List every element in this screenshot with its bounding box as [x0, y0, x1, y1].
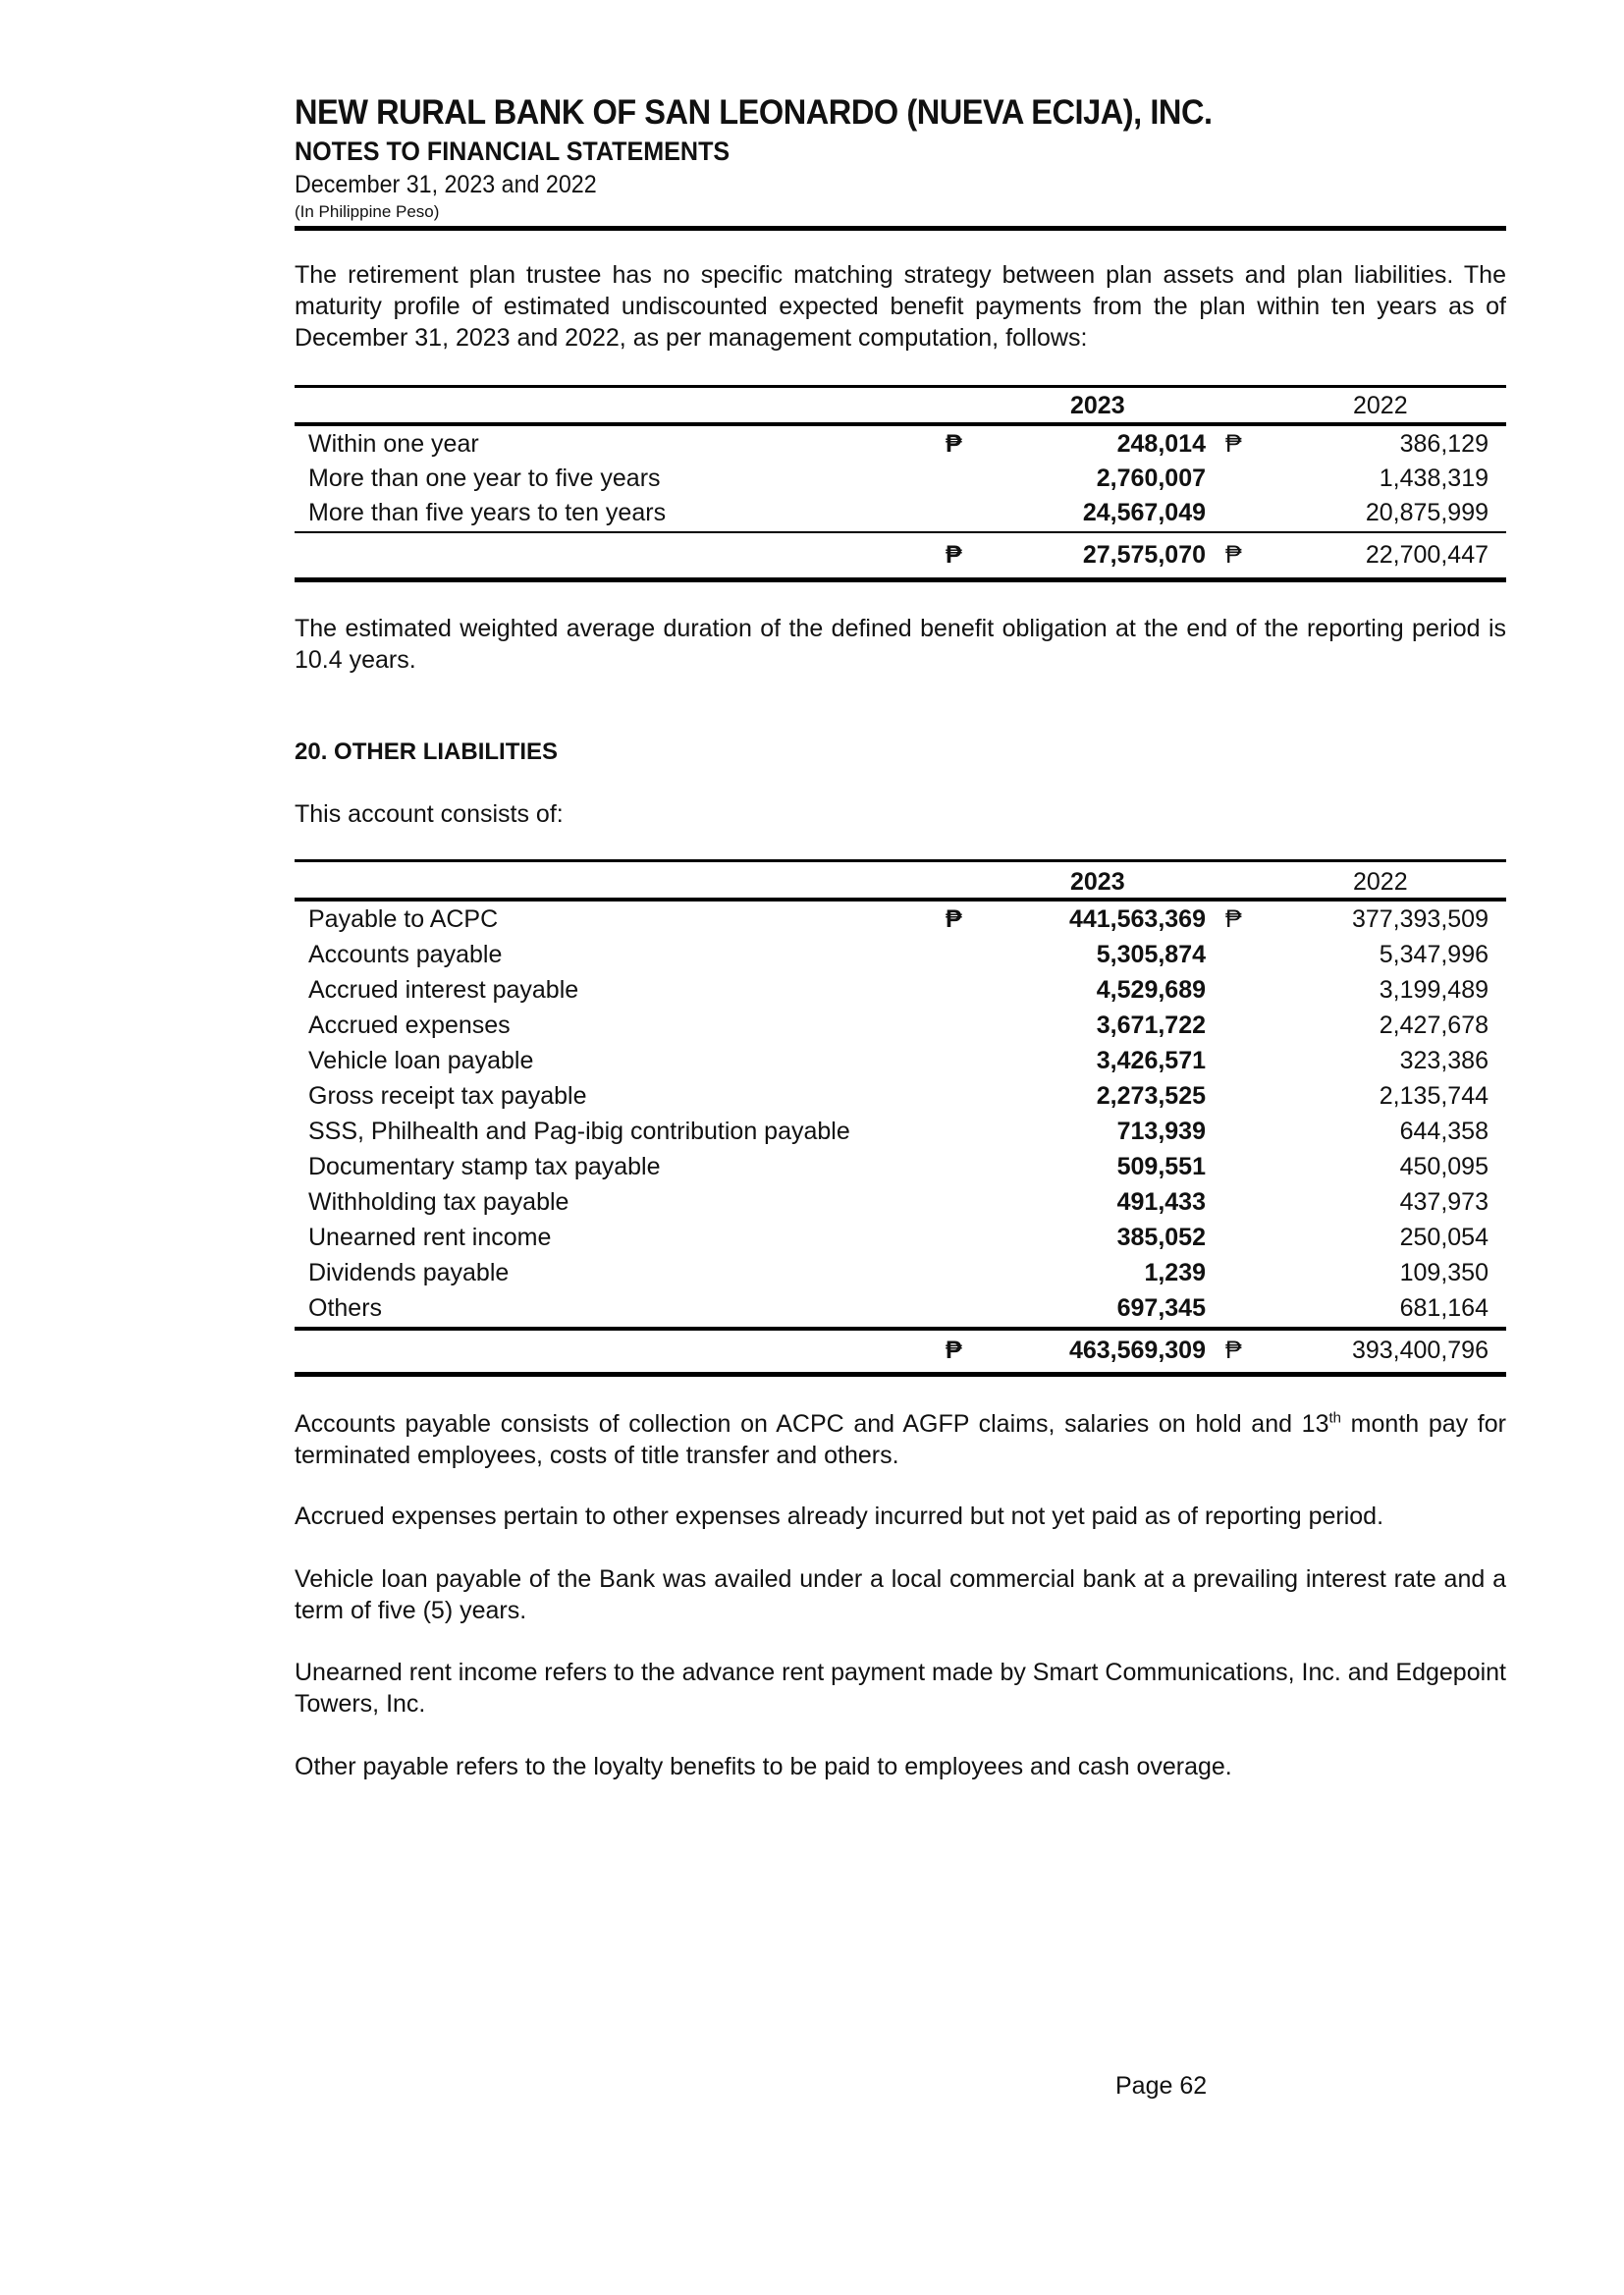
value-2022: 109,350: [1399, 1259, 1489, 1286]
row-label: Gross receipt tax payable: [308, 1082, 587, 1110]
value-2023: 4,529,689: [1096, 976, 1206, 1004]
duration-paragraph: The estimated weighted average duration of the defined benefit obligation at the end of the reporting period is 10.4 years.: [295, 615, 1506, 674]
table-row: [295, 1078, 1506, 1114]
total-2022: 393,400,796: [1351, 1337, 1489, 1364]
row-label: Accrued interest payable: [308, 976, 579, 1004]
accrued-expenses-note: Accrued expenses pertain to other expenses already incurred but not yet paid as of reporting period.: [295, 1503, 1384, 1530]
column-header-2022: 2022: [1353, 392, 1408, 419]
value-2022: 437,973: [1399, 1188, 1489, 1216]
ordinal-suffix: th: [1328, 1409, 1342, 1427]
value-2022: 5,347,996: [1379, 941, 1489, 968]
peso-sign: ₱: [946, 541, 962, 569]
value-2023: 713,939: [1116, 1118, 1206, 1145]
table-row: [295, 1008, 1506, 1043]
other-payable-note: Other payable refers to the loyalty benefits to be paid to employees and cash overage.: [295, 1753, 1232, 1780]
value-2022: 1,438,319: [1379, 464, 1489, 492]
total-double-rule: [295, 1372, 1506, 1377]
retirement-plan-paragraph: The retirement plan trustee has no specific matching strategy between plan assets and plan liabilities. The maturity profile of estimated undiscounted expected benefit payments from the plan within ten years as of December 31, 2023 and 2022, as per management computation, follows:: [295, 261, 1506, 352]
vehicle-loan-note: Vehicle loan payable of the Bank was availed under a local commercial bank at a prevailing interest rate and a term of five (5) years.: [295, 1565, 1506, 1624]
table-row: [295, 1184, 1506, 1220]
page-number: Page 62: [1115, 2072, 1208, 2100]
value-2022: 450,095: [1399, 1153, 1489, 1180]
row-label: Within one year: [308, 430, 479, 458]
peso-sign: ₱: [1225, 430, 1242, 458]
peso-sign: ₱: [1225, 905, 1242, 933]
row-label: Documentary stamp tax payable: [308, 1153, 661, 1180]
row-label: Accounts payable: [308, 941, 503, 968]
column-header-2023: 2023: [1070, 868, 1125, 896]
value-2023: 697,345: [1116, 1294, 1206, 1322]
value-2023: 248,014: [1116, 430, 1206, 458]
value-2023: 1,239: [1144, 1259, 1206, 1286]
value-2022: 377,393,509: [1351, 905, 1489, 933]
row-label: More than one year to five years: [308, 464, 661, 492]
peso-sign: ₱: [946, 905, 962, 933]
peso-sign: ₱: [946, 1337, 962, 1364]
row-label: Vehicle loan payable: [308, 1047, 534, 1074]
total-2023: 463,569,309: [1068, 1337, 1206, 1364]
row-label: Withholding tax payable: [308, 1188, 569, 1216]
value-2023: 3,671,722: [1096, 1011, 1206, 1039]
total-row: [295, 1333, 1506, 1368]
total-row: [295, 537, 1506, 573]
table-row: [295, 972, 1506, 1008]
table-row: [295, 426, 1506, 462]
table-row: [295, 495, 1506, 530]
document-subtitle: NOTES TO FINANCIAL STATEMENTS: [295, 137, 731, 166]
column-header-2022: 2022: [1353, 868, 1408, 896]
table-top-rule: [295, 859, 1506, 862]
value-2022: 2,427,678: [1379, 1011, 1489, 1039]
value-2023: 5,305,874: [1096, 941, 1206, 968]
value-2023: 2,273,525: [1096, 1082, 1206, 1110]
value-2022: 644,358: [1399, 1118, 1489, 1145]
table-row: [295, 937, 1506, 972]
company-name: NEW RURAL BANK OF SAN LEONARDO (NUEVA ECIJA), INC.: [295, 93, 1213, 132]
table-row: [295, 461, 1506, 496]
value-2022: 20,875,999: [1365, 499, 1489, 526]
row-label: Payable to ACPC: [308, 905, 499, 933]
value-2022: 386,129: [1399, 430, 1489, 458]
value-2023: 2,760,007: [1096, 464, 1206, 492]
table-row: [295, 1043, 1506, 1078]
row-label: Dividends payable: [308, 1259, 510, 1286]
section-title: 20. OTHER LIABILITIES: [295, 738, 559, 765]
unearned-rent-note: Unearned rent income refers to the advance rent payment made by Smart Communications, Inc. and Edgepoint Towers, Inc.: [295, 1659, 1506, 1718]
table-row: [295, 1290, 1506, 1326]
table-top-rule: [295, 385, 1506, 388]
row-label: SSS, Philhealth and Pag-ibig contribution payable: [308, 1118, 850, 1145]
peso-sign: ₱: [946, 430, 962, 458]
value-2023: 509,551: [1116, 1153, 1206, 1180]
value-2022: 3,199,489: [1379, 976, 1489, 1004]
row-label: Accrued expenses: [308, 1011, 511, 1039]
section-intro: This account consists of:: [295, 800, 564, 828]
value-2022: 323,386: [1399, 1047, 1489, 1074]
subtotal-rule: [295, 531, 1506, 533]
accounts-payable-note: [295, 1408, 1506, 1471]
table-row: [295, 902, 1506, 937]
total-2023: 27,575,070: [1082, 541, 1206, 569]
row-label: Others: [308, 1294, 383, 1322]
note-text: month pay for terminated employees, costs of title transfer and others.: [295, 1410, 1506, 1469]
total-2022: 22,700,447: [1365, 541, 1489, 569]
reporting-period: December 31, 2023 and 2022: [295, 171, 597, 198]
currency-unit: (In Philippine Peso): [295, 202, 440, 221]
table-row: [295, 1220, 1506, 1255]
value-2022: 250,054: [1399, 1224, 1489, 1251]
table-row: [295, 1149, 1506, 1184]
total-double-rule: [295, 577, 1506, 582]
row-label: Unearned rent income: [308, 1224, 552, 1251]
header-divider: [295, 226, 1506, 231]
table-row: [295, 1114, 1506, 1149]
row-label: More than five years to ten years: [308, 499, 667, 526]
value-2023: 3,426,571: [1096, 1047, 1206, 1074]
value-2023: 385,052: [1116, 1224, 1206, 1251]
value-2022: 2,135,744: [1379, 1082, 1489, 1110]
peso-sign: ₱: [1225, 541, 1242, 569]
subtotal-rule: [295, 1327, 1506, 1331]
value-2023: 491,433: [1116, 1188, 1206, 1216]
value-2022: 681,164: [1399, 1294, 1489, 1322]
peso-sign: ₱: [1225, 1337, 1242, 1364]
note-text: Accounts payable consists of collection on ACPC and AGFP claims, salaries on hold and 13: [295, 1410, 1329, 1438]
column-header-2023: 2023: [1070, 392, 1125, 419]
value-2023: 24,567,049: [1082, 499, 1206, 526]
value-2023: 441,563,369: [1068, 905, 1206, 933]
table-row: [295, 1255, 1506, 1290]
